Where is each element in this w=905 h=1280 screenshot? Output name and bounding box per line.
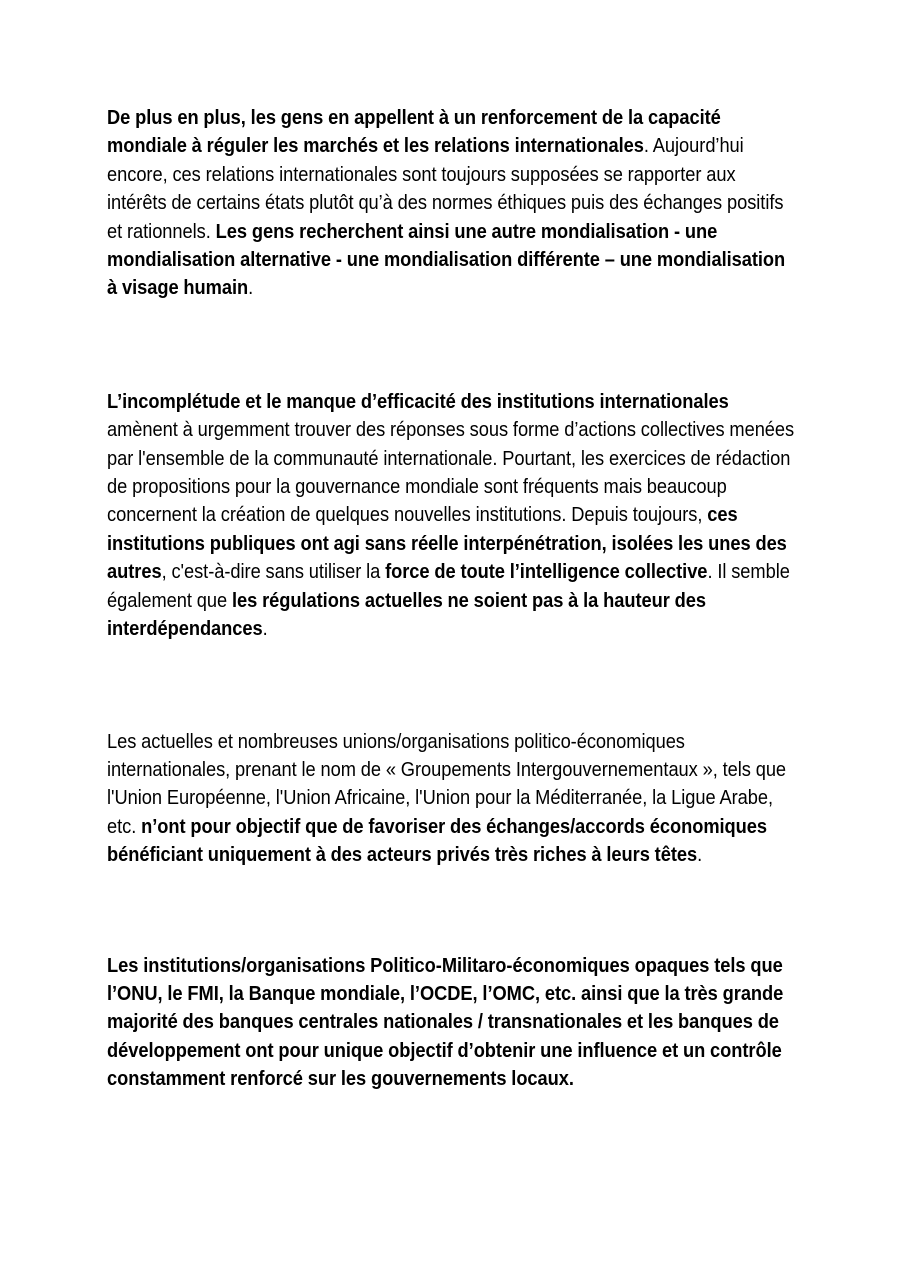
text-run-bold: ces institutions publiques ont agi sans réelle interpénétration, isolées les unes des autres xyxy=(107,504,787,584)
paragraph-1 xyxy=(107,104,797,303)
paragraph-2 xyxy=(107,388,797,644)
text-run-regular: . Aujourd’hui encore, ces relations internationales sont toujours supposées se rapporter aux intérêts de certains états plutôt qu’à des normes éthiques puis des échanges positifs et rationnels. xyxy=(107,135,784,243)
text-run-bold: L’incomplétude et le manque d’efficacité des institutions internationales xyxy=(107,390,729,413)
text-run-bold: les régulations actuelles ne soient pas à la hauteur des interdépendances xyxy=(107,589,707,641)
text-run-bold: De plus en plus, les gens en appellent à un renforcement de la capacité mondiale à réguler les marchés et les relations internationales xyxy=(107,107,721,158)
text-run-bold: Les gens recherchent ainsi une autre mondialisation - une mondialisation alternative - une mondialisation différente – une mondialisation à visage humain xyxy=(107,220,786,300)
paragraph-4 xyxy=(107,952,797,1094)
text-run-regular: Les actuelles et nombreuses unions/organisations politico-économiques internationales, prenant le nom de « Groupements Intergouvernementaux », tels que l'Union Européenne, l'Union Africaine, l'Union pour la Méditerranée, la Ligue Arabe, etc. xyxy=(107,730,787,838)
document-text-column xyxy=(107,104,797,1094)
text-run-regular: . xyxy=(697,844,703,867)
text-run-regular: . Il semble également que xyxy=(107,561,790,612)
text-run-regular: , c'est-à-dire sans utiliser la xyxy=(161,561,386,584)
paragraph-3 xyxy=(107,728,797,870)
text-run-regular: . xyxy=(262,618,268,641)
text-run-regular: amènent à urgemment trouver des réponses sous forme d’actions collectives menées par l'ensemble de la communauté internationale. Pourtant, les exercices de rédaction de propositions pour la gouvernance mondiale sont fréquents mais beaucoup concernent la création de quelques nouvelles institutions. Depuis toujours, xyxy=(107,419,795,527)
text-run-bold: Les institutions/organisations Politico-Militaro-économiques opaques tels que l’ONU, le FMI, la Banque mondiale, l’OCDE, l’OMC, etc. ainsi que la très grande majorité des banques centrales nationales / transnationales et les banques de développement ont pour unique objectif d’obtenir une influence et un contrôle constamment renforcé sur les gouvernements locaux. xyxy=(107,954,784,1091)
text-run-bold: n’ont pour objectif que de favoriser des échanges/accords économiques bénéficiant uniquement à des acteurs privés très riches à leurs têtes xyxy=(107,815,768,867)
text-run-regular: . xyxy=(248,277,254,300)
text-run-bold: force de toute l’intelligence collective xyxy=(385,561,708,584)
